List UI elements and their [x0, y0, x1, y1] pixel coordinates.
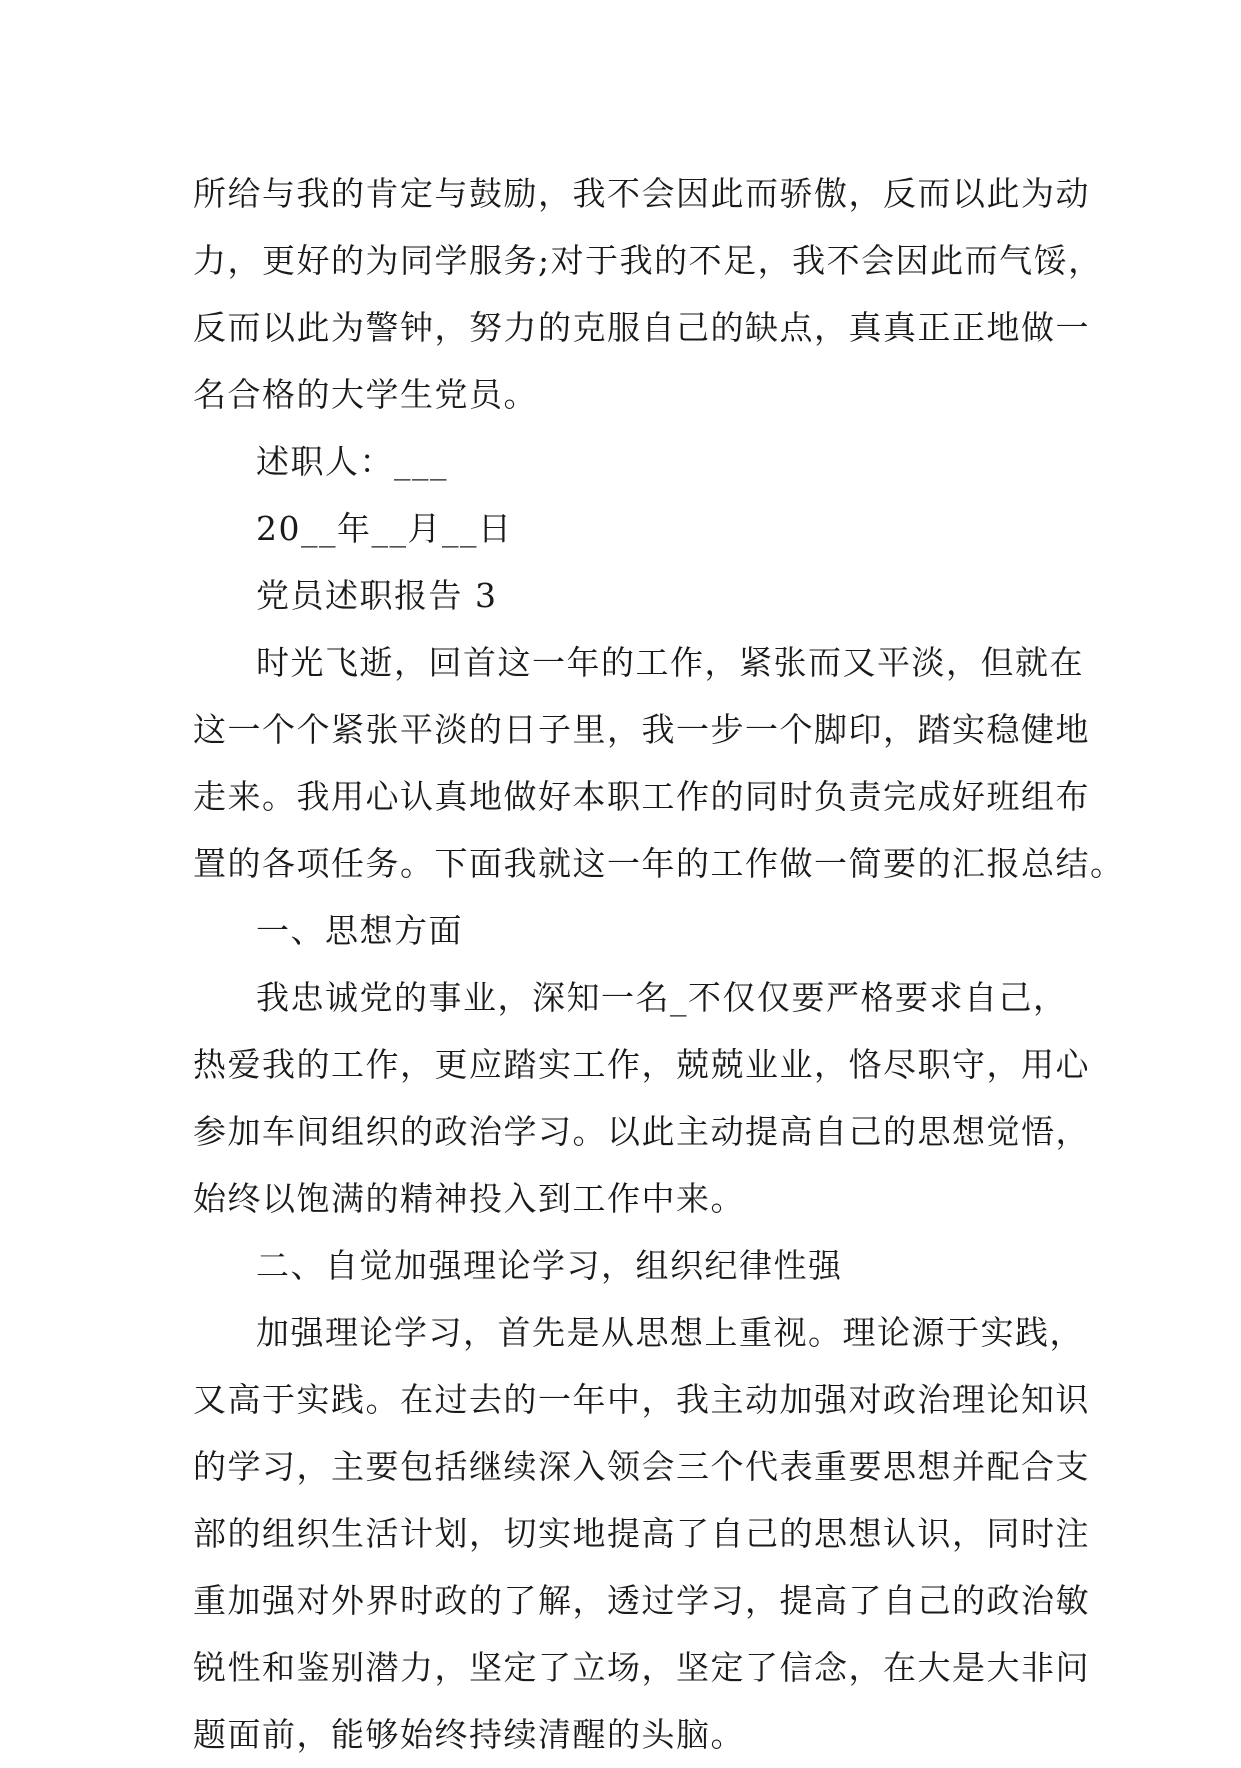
text-line: 党员述职报告 3	[256, 576, 498, 615]
text-line: 的学习，主要包括继续深入领会三个代表重要思想并配合支	[193, 1447, 1090, 1486]
text-line: 置的各项任务。下面我就这一年的工作做一简要的汇报总结。	[193, 844, 1125, 883]
text-line: 这一个个紧张平淡的日子里，我一步一个脚印，踏实稳健地	[193, 710, 1090, 749]
text-line: 始终以饱满的精神投入到工作中来。	[193, 1179, 745, 1218]
text-line: 述职人：___	[256, 442, 448, 481]
document-body	[193, 160, 1125, 1768]
text-line: 二、自觉加强理论学习，组织纪律性强	[256, 1246, 843, 1285]
text-line: 时光飞逝，回首这一年的工作，紧张而又平淡，但就在	[256, 643, 1084, 682]
text-line: 又高于实践。在过去的一年中，我主动加强对政治理论知识	[193, 1380, 1090, 1419]
text-line: 参加车间组织的政治学习。以此主动提高自己的思想觉悟，	[193, 1112, 1090, 1151]
text-line: 走来。我用心认真地做好本职工作的同时负责完成好班组布	[193, 777, 1090, 816]
text-line: 题面前，能够始终持续清醒的头脑。	[193, 1715, 745, 1754]
text-line: 我忠诚党的事业，深知一名_不仅仅要严格要求自己，	[256, 978, 1068, 1017]
text-line: 热爱我的工作，更应踏实工作，兢兢业业，恪尽职守，用心	[193, 1045, 1090, 1084]
text-line: 加强理论学习，首先是从思想上重视。理论源于实践，	[256, 1313, 1084, 1352]
text-line: 名合格的大学生党员。	[193, 375, 538, 414]
text-line: 部的组织生活计划，切实地提高了自己的思想认识，同时注	[193, 1514, 1090, 1553]
text-line: 反而以此为警钟，努力的克服自己的缺点，真真正正地做一	[193, 308, 1090, 347]
text-line: 所给与我的肯定与鼓励，我不会因此而骄傲，反而以此为动	[193, 174, 1090, 213]
text-line: 20__年__月__日	[256, 509, 513, 548]
text-line: 锐性和鉴别潜力，坚定了立场，坚定了信念，在大是大非问	[193, 1648, 1090, 1687]
text-line: 重加强对外界时政的了解，透过学习，提高了自己的政治敏	[193, 1581, 1090, 1620]
text-line: 力，更好的为同学服务;对于我的不足，我不会因此而气馁，	[193, 241, 1103, 280]
text-line: 一、思想方面	[256, 911, 463, 950]
